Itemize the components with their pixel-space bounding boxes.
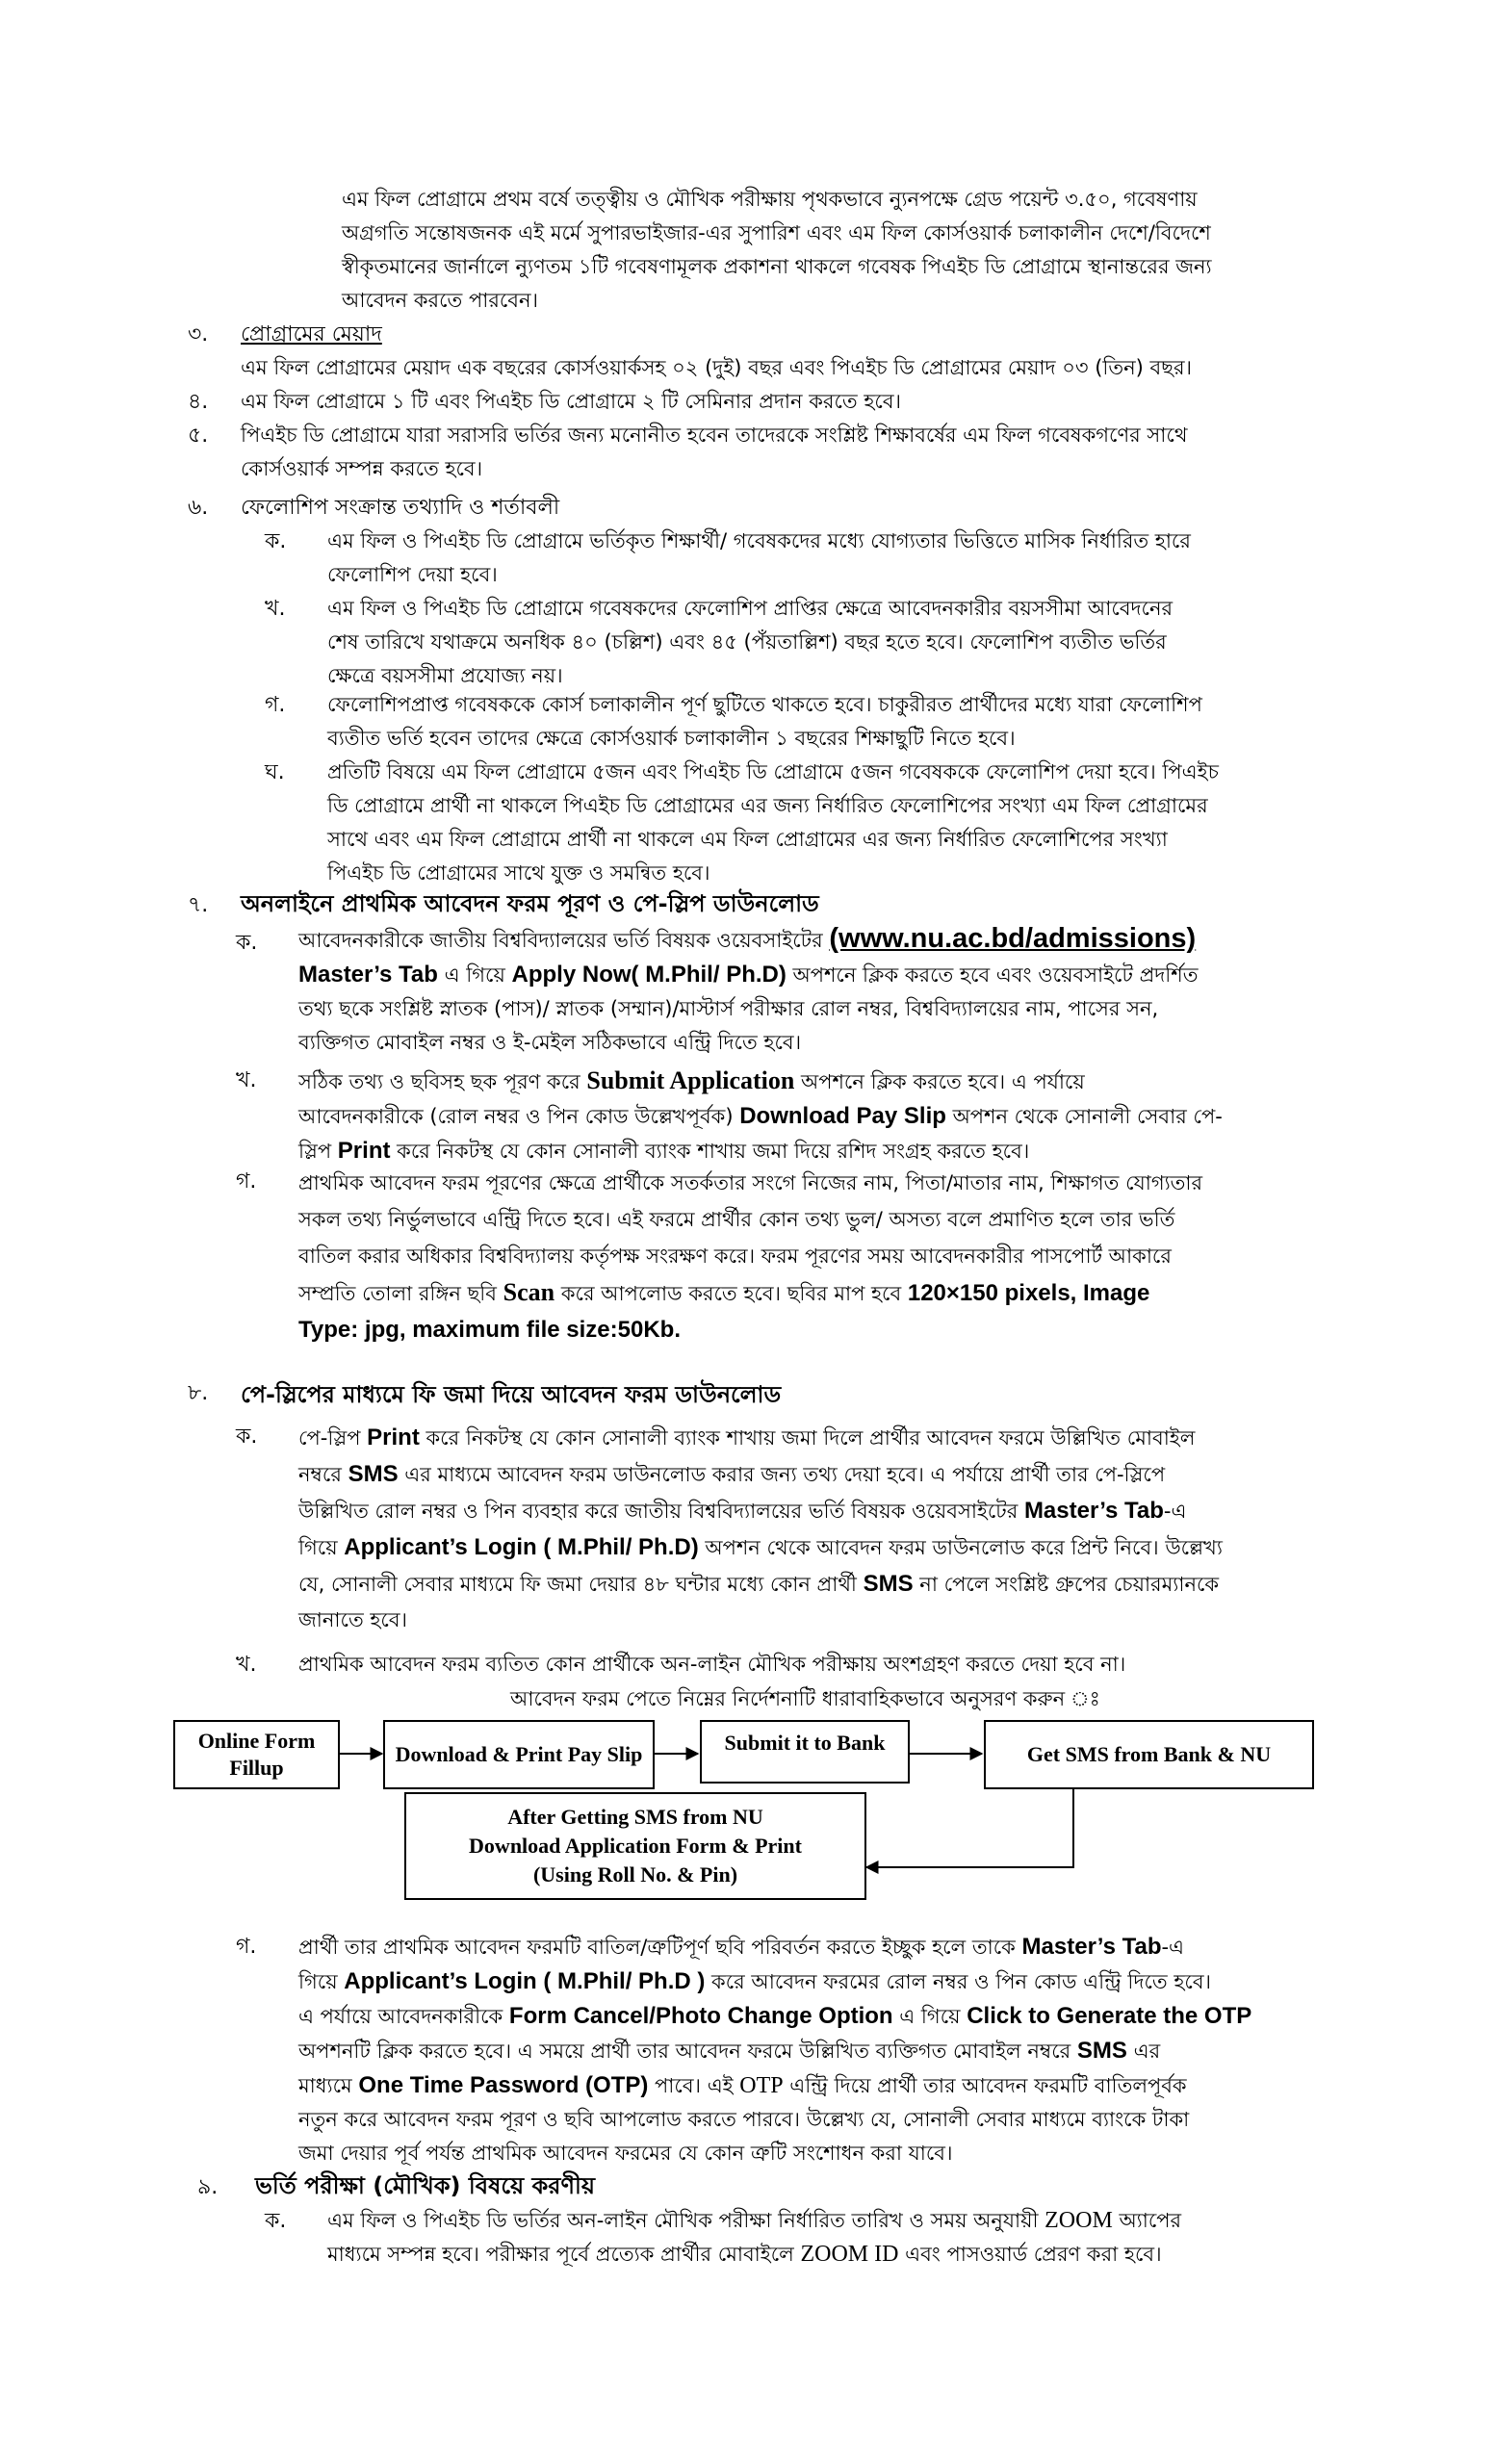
text-span: Form Cancel/Photo Change Option bbox=[508, 2003, 893, 2029]
flow-step-submit-bank: Submit it to Bank bbox=[700, 1720, 910, 1784]
text-span: SMS bbox=[1076, 2038, 1127, 2064]
text-line: পিএইচ ডি প্রোগ্রামের সাথে যুক্ত ও সমন্বিত হবে। bbox=[327, 861, 710, 885]
section-8-kha-marker: খ. bbox=[236, 1653, 257, 1677]
text-span: অ্যাপের bbox=[1112, 2209, 1182, 2232]
text-span: 120×150 pixels, Image bbox=[907, 1280, 1150, 1306]
text-span: মাধ্যমে সম্পন্ন হবে। পরীক্ষার পূর্বে প্রত্যেক প্রার্থীর মোবাইলে bbox=[327, 2243, 801, 2266]
section-9-number: ৯. bbox=[197, 2175, 219, 2199]
section-7-number: ৭. bbox=[188, 893, 209, 917]
text-line: জানাতে হবে। bbox=[298, 1608, 408, 1631]
section-8-ga-text bbox=[298, 1930, 1314, 2170]
text-line: এম ফিল ও পিএইচ ডি প্রোগ্রামে ভর্তিকৃত শিক্ষার্থী/ গবেষকদের মধ্যে যোগ্যতার ভিত্তিতে মাসিক নির্ধারিত হারে bbox=[327, 529, 1191, 552]
text-line: কোর্সওয়ার্ক সম্পন্ন করতে হবে। bbox=[241, 457, 483, 480]
text-line: Type: jpg, maximum file size:50Kb. bbox=[298, 1317, 681, 1343]
text-line: সকল তথ্য নির্ভুলভাবে এন্ট্রি দিতে হবে। এই ফরমে প্রার্থীর কোন তথ্য ভুল/ অসত্য বলে প্রমাণিত হলে তার ভর্তি bbox=[298, 1208, 1175, 1231]
flow-arrow bbox=[866, 1788, 1073, 1867]
flow-step-line: After Getting SMS from NU bbox=[507, 1805, 763, 1829]
flow-step-online-form: Online Form Fillup bbox=[173, 1720, 340, 1789]
section-6-kha-marker: খ. bbox=[265, 597, 286, 621]
section-4-number: ৪. bbox=[188, 390, 209, 414]
section-6-title: ফেলোশিপ সংক্রান্ত তথ্যাদি ও শর্তাবলী bbox=[241, 496, 560, 520]
text-span: করে আবেদন ফরমের রোল নম্বর ও পিন কোড এন্ট্রি দিতে হবে। bbox=[705, 1970, 1212, 1993]
text-line: শেষ তারিখে যথাক্রমে অনধিক ৪০ (চল্লিশ) এবং ৪৫ (পঁয়তাল্লিশ) বছর হতে হবে। ফেলোশিপ ব্যতীত ভর্তির bbox=[327, 630, 1167, 654]
text-line: স্বীকৃতমানের জার্নালে ন্যুণতম ১টি গবেষণামূলক প্রকাশনা থাকলে গবেষক পিএইচ ডি প্রোগ্রামে স্থানান্তরের জন্য bbox=[342, 255, 1212, 278]
text-span: -এ bbox=[1161, 1936, 1185, 1959]
flow-step-line: Download Application Form & Print bbox=[469, 1834, 802, 1858]
text-span: Master’s Tab bbox=[1023, 1498, 1164, 1524]
text-span: করে নিকটস্থ যে কোন সোনালী ব্যাংক শাখায় জমা দিয়ে রশিদ সংগ্রহ করতে হবে। bbox=[390, 1140, 1030, 1163]
text-span: Applicant’s Login ( M.Phil/ Ph.D) bbox=[344, 1534, 699, 1560]
section-8-title: পে-স্লিপের মাধ্যমে ফি জমা দিয়ে আবেদন ফরম ডাউনলোড bbox=[241, 1381, 782, 1408]
text-span: এ পর্যায়ে আবেদনকারীকে bbox=[298, 2005, 509, 2028]
text-span: ZOOM bbox=[1045, 2208, 1113, 2233]
text-line: প্রতিটি বিষয়ে এম ফিল প্রোগ্রামে ৫জন এবং পিএইচ ডি প্রোগ্রামে ৫জন গবেষককে ফেলোশিপ দেয়া হবে। পিএইচ bbox=[327, 760, 1219, 783]
text-span: -এ bbox=[1163, 1500, 1187, 1523]
section-7-ka-marker: ক. bbox=[236, 931, 258, 955]
text-span: Download Pay Slip bbox=[739, 1103, 946, 1129]
text-line: ডি প্রোগ্রামে প্রার্থী না থাকলে পিএইচ ডি প্রোগ্রামের এর জন্য নির্ধারিত ফেলোশিপের সংখ্যা এম ফিল প্রোগ্রামের bbox=[327, 794, 1208, 817]
text-line bbox=[298, 1964, 1314, 1999]
section-8-kha-line-1: প্রাথমিক আবেদন ফরম ব্যতিত কোন প্রার্থীকে অন-লাইন মৌখিক পরীক্ষায় অংশগ্রহণ করতে দেয়া হবে না। bbox=[298, 1653, 1126, 1676]
text-span: Click to Generate the OTP bbox=[967, 2003, 1252, 2029]
text-span: Scan bbox=[503, 1278, 555, 1306]
text-span: SMS bbox=[348, 1461, 399, 1487]
section-9-ka-marker: ক. bbox=[265, 2209, 287, 2233]
text-span: গিয়ে bbox=[298, 1536, 345, 1559]
text-span: SMS bbox=[863, 1571, 914, 1597]
text-span: এর মাধ্যমে আবেদন ফরম ডাউনলোড করার জন্য তথ্য দেয়া হবে। এ পর্যায়ে প্রার্থী তার পে-স্লিপে bbox=[398, 1463, 1166, 1486]
text-span: এম ফিল ও পিএইচ ডি ভর্তির অন-লাইন মৌখিক পরীক্ষা নির্ধারিত তারিখ ও সময় অনুযায়ী bbox=[327, 2209, 1045, 2232]
text-line bbox=[298, 1999, 1314, 2034]
section-8-ga-marker: গ. bbox=[236, 1935, 257, 1959]
text-line bbox=[327, 2204, 1314, 2238]
section-9-title: ভর্তি পরীক্ষা (মৌখিক) বিষয়ে করণীয় bbox=[255, 2172, 595, 2199]
text-span: অপশনে ক্লিক করতে হবে। এ পর্যায়ে bbox=[794, 1070, 1085, 1093]
text-span: উল্লিখিত রোল নম্বর ও পিন ব্যবহার করে জাতীয় বিশ্ববিদ্যালয়ের ভর্তি বিষয়ক ওয়েবসাইটের bbox=[298, 1500, 1024, 1523]
text-span: যে, সোনালী সেবার মাধ্যমে ফি জমা দেয়ার ৪৮ ঘন্টার মধ্যে কোন প্রার্থী bbox=[298, 1573, 864, 1596]
text-line: ফেলোশিপপ্রাপ্ত গবেষককে কোর্স চলাকালীন পূর্ণ ছুটিতে থাকতে হবে। চাকুরীরত প্রার্থীদের মধ্যে যারা ফেলোশিপ bbox=[327, 693, 1202, 716]
text-span: Applicant’s Login ( M.Phil/ Ph.D ) bbox=[344, 1968, 706, 1994]
section-8-kha-line-2: আবেদন ফরম পেতে নিম্নের নির্দেশনাটি ধারাবাহিকভাবে অনুসরণ করুন ঃ bbox=[510, 1687, 1100, 1710]
section-6-ga-marker: গ. bbox=[265, 693, 286, 717]
text-span: অপশনটি ক্লিক করতে হবে। এ সময়ে প্রার্থী তার আবেদন ফরমে উল্লিখিত ব্যক্তিগত মোবাইল নম্বরে bbox=[298, 2040, 1077, 2063]
text-span: Print bbox=[367, 1424, 420, 1450]
text-span: অপশন থেকে আবেদন ফরম ডাউনলোড করে প্রিন্ট নিবে। উল্লেখ্য bbox=[698, 1536, 1223, 1559]
text-line: প্রাথমিক আবেদন ফরম পূরণের ক্ষেত্রে প্রার্থীকে সতর্কতার সংগে নিজের নাম, পিতা/মাতার নাম, শিক্ষাগত যোগ্যতার bbox=[298, 1171, 1203, 1194]
text-span: এ গিয়ে bbox=[892, 2005, 967, 2028]
text-line bbox=[298, 2068, 1314, 2103]
section-7-ga-marker: গ. bbox=[236, 1169, 257, 1194]
text-span: OTP bbox=[739, 2073, 784, 2098]
text-span: আবেদনকারীকে জাতীয় বিশ্ববিদ্যালয়ের ভর্তি বিষয়ক ওয়েবসাইটের bbox=[298, 929, 823, 952]
text-span: পে-স্লিপ bbox=[298, 1426, 368, 1450]
text-line: জমা দেয়ার পূর্ব পর্যন্ত প্রাথমিক আবেদন ফরমের যে কোন ত্রুটি সংশোধন করা যাবে। bbox=[298, 2142, 953, 2165]
text-span: পাবে। এই bbox=[648, 2074, 740, 2097]
text-span: অপশনে ক্লিক করতে হবে এবং ওয়েবসাইটে প্রদর্শিত bbox=[786, 963, 1199, 987]
text-line: এম ফিল ও পিএইচ ডি প্রোগ্রামে গবেষকদের ফেলোশিপ প্রাপ্তির ক্ষেত্রে আবেদনকারীর বয়সসীমা আবেদনের bbox=[327, 597, 1174, 620]
text-line: এম ফিল প্রোগ্রামে প্রথম বর্ষে তত্ত্বীয় ও মৌখিক পরীক্ষায় পৃথকভাবে ন্যুনপক্ষে গ্রেড পয়েন্ট ৩.৫০, গবেষণায় bbox=[342, 188, 1198, 211]
flow-step-line: (Using Roll No. & Pin) bbox=[532, 1862, 738, 1886]
section-7-title: অনলাইনে প্রাথমিক আবেদন ফরম পূরণ ও পে-স্লিপ ডাউনলোড bbox=[241, 890, 819, 917]
text-line: আবেদন করতে পারবেন। bbox=[342, 289, 539, 312]
section-6-gha-marker: ঘ. bbox=[265, 760, 285, 784]
text-line: নতুন করে আবেদন ফরম পূরণ ও ছবি আপলোড করতে পারবে। উল্লেখ্য যে, সোনালী সেবার মাধ্যমে ব্যাংকে টাকা bbox=[298, 2108, 1190, 2131]
text-span: সম্প্রতি তোলা রঙ্গিন ছবি bbox=[298, 1282, 503, 1305]
section-3-text: এম ফিল প্রোগ্রামের মেয়াদ এক বছরের কোর্সওয়ার্কসহ ০২ (দুই) বছর এবং পিএইচ ডি প্রোগ্রামের মেয়াদ ০৩ (তিন) বছর। bbox=[241, 356, 1193, 379]
section-3-number: ৩. bbox=[188, 322, 209, 346]
text-line: অগ্রগতি সন্তোষজনক এই মর্মে সুপারভাইজার-এর সুপারিশ এবং এম ফিল কোর্সওয়ার্ক চলাকালীন দেশে/বিদেশে bbox=[342, 221, 1211, 244]
text-span: আবেদনকারীকে (রোল নম্বর ও পিন কোড উল্লেখপূর্বক) bbox=[298, 1105, 740, 1128]
text-line: তথ্য ছকে সংশ্লিষ্ট স্নাতক (পাস)/ স্নাতক (সম্মান)/মাস্টার্স পরীক্ষার রোল নম্বর, বিশ্ববিদ্যালয়ের নাম, পাসের সন, bbox=[298, 997, 1159, 1020]
section-5-number: ৫. bbox=[188, 424, 209, 448]
section-9-ka-text bbox=[327, 2204, 1314, 2272]
text-line: পিএইচ ডি প্রোগ্রামে যারা সরাসরি ভর্তির জন্য মনোনীত হবেন তাদেরকে সংশ্লিষ্ট শিক্ষাবর্ষের এম ফিল গবেষকগণের সাথে bbox=[241, 424, 1188, 447]
text-span: নম্বরে bbox=[298, 1463, 348, 1486]
section-6-number: ৬. bbox=[188, 496, 209, 520]
text-line: ফেলোশিপ দেয়া হবে। bbox=[327, 563, 498, 586]
text-span: এ গিয়ে bbox=[437, 963, 512, 987]
flow-step-download-form bbox=[404, 1792, 866, 1900]
section-7-kha-marker: খ. bbox=[236, 1068, 257, 1092]
text-line bbox=[298, 1930, 1314, 1964]
text-span: Master’s Tab bbox=[1021, 1934, 1162, 1960]
section-6-ka-marker: ক. bbox=[265, 529, 287, 553]
text-line: ব্যক্তিগত মোবাইল নম্বর ও ই-মেইল সঠিকভাবে এন্ট্রি দিতে হবে। bbox=[298, 1031, 802, 1054]
text-line: বাতিল করার অধিকার বিশ্ববিদ্যালয় কর্তৃপক্ষ সংরক্ষণ করে। ফরম পূরণের সময় আবেদনকারীর পাসপোর্ট আকারে bbox=[298, 1245, 1172, 1268]
text-line: সাথে এবং এম ফিল প্রোগ্রামে প্রার্থী না থাকলে এম ফিল প্রোগ্রামের এর জন্য নির্ধারিত ফেলোশিপের সংখ্যা bbox=[327, 828, 1168, 851]
section-4-text: এম ফিল প্রোগ্রামে ১ টি এবং পিএইচ ডি প্রোগ্রামে ২ টি সেমিনার প্রদান করতে হবে। bbox=[241, 390, 902, 413]
text-span: প্রার্থী তার প্রাথমিক আবেদন ফরমটি বাতিল/ত্রুটিপূর্ণ ছবি পরিবর্তন করতে ইচ্ছুক হলে তাকে bbox=[298, 1936, 1022, 1959]
text-span: করে নিকটস্থ যে কোন সোনালী ব্যাংক শাখায় জমা দিলে প্রার্থীর আবেদন ফরমে উল্লিখিত মোবাইল bbox=[419, 1426, 1196, 1450]
text-span: ZOOM ID bbox=[800, 2242, 899, 2267]
admission-url-link[interactable]: (www.nu.ac.bd/admissions) bbox=[829, 923, 1197, 954]
text-span: এবং পাসওয়ার্ড প্রেরণ করা হবে। bbox=[898, 2243, 1162, 2266]
text-span: এন্ট্রি দিয়ে প্রার্থী তার আবেদন ফরমটি বাতিলপূর্বক bbox=[783, 2074, 1187, 2097]
flow-step-get-sms: Get SMS from Bank & NU bbox=[984, 1720, 1314, 1789]
text-line: ক্ষেত্রে বয়সসীমা প্রযোজ্য নয়। bbox=[327, 664, 563, 687]
text-line: ব্যতীত ভর্তি হবেন তাদের ক্ষেত্রে কোর্সওয়ার্ক চলাকালীন ১ বছরের শিক্ষাছুটি নিতে হবে। bbox=[327, 727, 1016, 750]
text-line bbox=[327, 2238, 1314, 2272]
text-span: Print bbox=[337, 1138, 391, 1164]
text-span: সঠিক তথ্য ও ছবিসহ ছক পূরণ করে bbox=[298, 1070, 587, 1093]
text-span: স্লিপ bbox=[298, 1140, 338, 1163]
text-line bbox=[298, 2034, 1314, 2068]
section-8-number: ৮. bbox=[188, 1381, 209, 1405]
section-3-title: প্রোগ্রামের মেয়াদ bbox=[241, 322, 382, 346]
text-span: না পেলে সংশ্লিষ্ট গ্রুপের চেয়ারম্যানকে bbox=[913, 1573, 1220, 1596]
text-span: এর bbox=[1126, 2040, 1161, 2063]
text-span: One Time Password (OTP) bbox=[358, 2072, 649, 2098]
text-span: Master’s Tab bbox=[298, 962, 438, 988]
text-span: অপশন থেকে সোনালী সেবার পে- bbox=[945, 1105, 1223, 1128]
text-span: Apply Now( M.Phil/ Ph.D) bbox=[511, 962, 787, 988]
text-span: গিয়ে bbox=[298, 1970, 345, 1993]
text-span: Submit Application bbox=[586, 1066, 795, 1094]
text-span: মাধ্যমে bbox=[298, 2074, 359, 2097]
text-span: করে আপলোড করতে হবে। ছবির মাপ হবে bbox=[555, 1282, 908, 1305]
flow-step-download-pay-slip: Download & Print Pay Slip bbox=[383, 1720, 655, 1789]
section-8-ka-marker: ক. bbox=[236, 1424, 258, 1449]
